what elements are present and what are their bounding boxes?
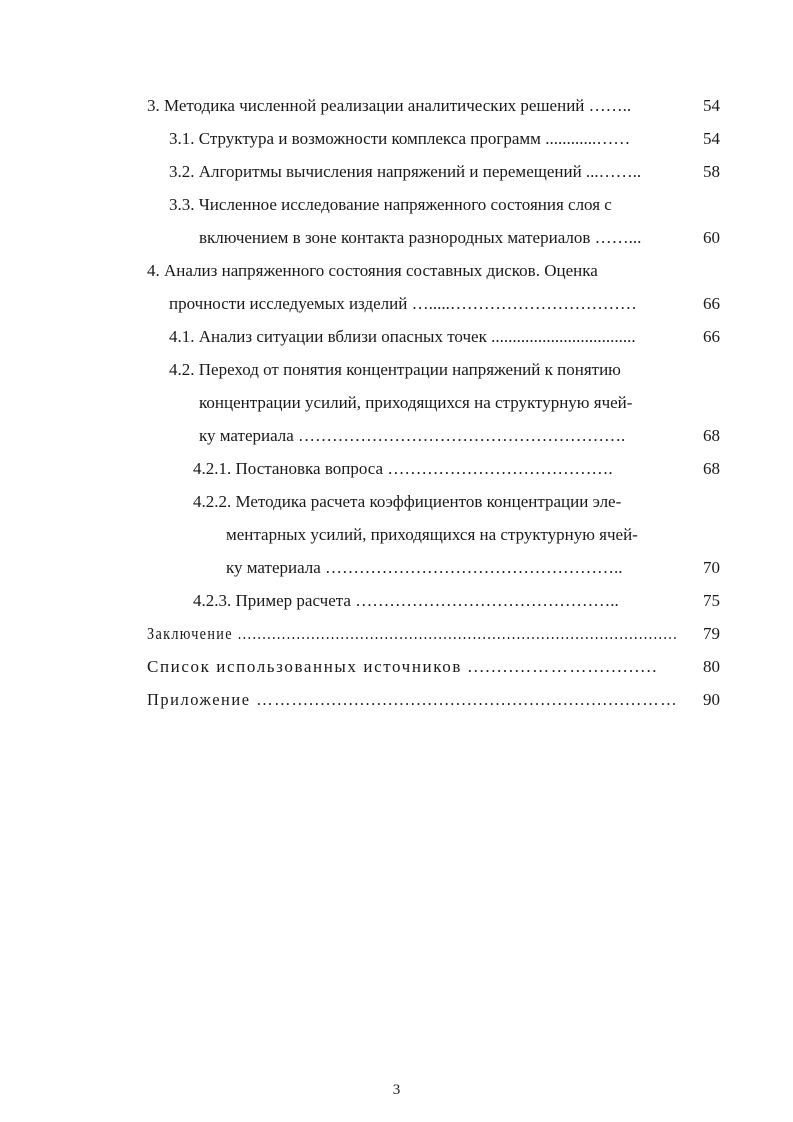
toc-entry-text: 4.1. Анализ ситуации вблизи опасных точек .................................. — [169, 327, 636, 346]
page-number: 3 — [392, 1082, 401, 1098]
toc-entry-4-2-3 — [193, 590, 619, 612]
toc-entry-text: 4.2. Переход от понятия концентрации напряжений к понятию — [169, 360, 621, 379]
toc-entry-text: ментарных усилий, приходящихся на структурную ячей- — [226, 525, 638, 544]
toc-entry-text: 3.3. Численное исследование напряженного состояния слоя с — [169, 195, 612, 214]
toc-entry-text: Приложение ……..............................................................…… — [147, 690, 679, 709]
toc-entry-4-2-cont — [199, 392, 632, 414]
toc-entry-references — [147, 656, 658, 678]
toc-entry-page: 66 — [703, 294, 720, 313]
toc-entry-4-2-2-cont2 — [226, 557, 623, 579]
toc-entry-text: 3.2. Алгоритмы вычисления напряжений и перемещений ...…….. — [169, 162, 642, 181]
toc-entry-text: 4.2.2. Методика расчета коэффициентов концентрации эле- — [193, 492, 622, 511]
toc-entry-text: включением в зоне контакта разнородных материалов ……... — [199, 228, 642, 247]
toc-entry-page: 70 — [703, 558, 720, 577]
toc-entry-4-2-2 — [193, 491, 621, 513]
toc-entry-conclusion — [147, 623, 678, 645]
toc-entry-3-3 — [169, 194, 612, 216]
toc-entry-3-1 — [169, 128, 630, 150]
toc-entry-page: 79 — [703, 624, 720, 643]
toc-entry-4-2 — [169, 359, 621, 381]
toc-entry-4-2-2-cont — [226, 524, 638, 546]
toc-entry-text: 4.2.1. Постановка вопроса …………………………………. — [193, 459, 613, 478]
toc-entry-text: 4. Анализ напряженного состояния составных дисков. Оценка — [147, 261, 598, 280]
toc-entry-text: Список использованных источников ...........………............ — [147, 657, 659, 676]
toc-entry-page: 68 — [703, 426, 720, 445]
toc-entry-text: 3.1. Структура и возможности комплекса программ ............…… — [169, 129, 631, 148]
toc-entry-page: 54 — [703, 96, 720, 115]
toc-entry-4-1 — [169, 326, 636, 348]
toc-entry-text: прочности исследуемых изделий ….....…………………………… — [169, 294, 637, 313]
toc-entry-text: 4.2.3. Пример расчета ……………………………………….. — [193, 591, 619, 610]
toc-entry-text: ку материала …………………………………………….. — [226, 558, 623, 577]
toc-entry-page: 68 — [703, 459, 720, 478]
toc-entry-3 — [147, 95, 631, 117]
toc-entry-page: 60 — [703, 228, 720, 247]
toc-entry-4 — [147, 260, 598, 282]
toc-entry-appendix — [147, 689, 678, 711]
toc-entry-page: 75 — [703, 591, 720, 610]
toc-entry-text: Заключение .......................................................................................... — [147, 624, 679, 643]
toc-entry-page: 66 — [703, 327, 720, 346]
toc-entry-4-2-1 — [193, 458, 613, 480]
toc-entry-page: 54 — [703, 129, 720, 148]
toc-entry-3-3-cont — [199, 227, 641, 249]
toc-entry-4-2-cont2 — [199, 425, 625, 447]
toc-entry-text: ку материала …………………………………………………. — [199, 426, 626, 445]
toc-entry-4-cont — [169, 293, 637, 315]
toc-entry-page: 80 — [703, 657, 720, 676]
toc-entry-text: концентрации усилий, приходящихся на структурную ячей- — [199, 393, 633, 412]
toc-entry-3-2 — [169, 161, 641, 183]
toc-entry-page: 90 — [703, 690, 720, 709]
toc-entry-text: 3. Методика численной реализации аналитических решений …….. — [147, 96, 632, 115]
toc-entry-page: 58 — [703, 162, 720, 181]
